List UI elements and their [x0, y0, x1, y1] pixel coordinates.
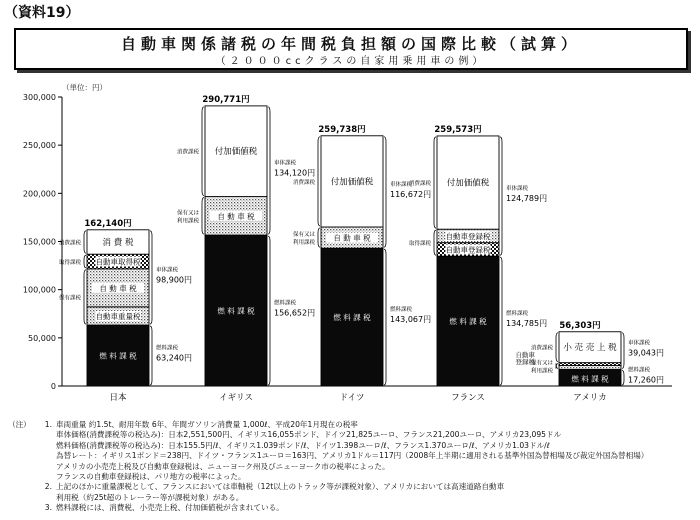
- note-number: [34, 472, 56, 482]
- amount-label: 17,260円: [628, 375, 664, 385]
- bracket-label: 消費課税: [530, 345, 553, 352]
- unit-label: （単位：円）: [62, 83, 107, 92]
- y-tick-label: 0: [50, 382, 56, 391]
- amount-label: 98,900円: [156, 275, 192, 285]
- note-line: [8, 482, 696, 492]
- bracket: [84, 231, 86, 253]
- amount-label: 143,067円: [390, 315, 432, 325]
- bracket: [622, 370, 624, 385]
- note-heading: （注）: [8, 420, 31, 429]
- segment-label: 付加価値税: [330, 177, 374, 188]
- note-heading: [8, 441, 34, 451]
- bracket: [434, 230, 436, 255]
- chart-subtitle: （２０００ccクラスの自家用乗用車の例）: [215, 56, 487, 67]
- segment-label: 付加価値税: [446, 178, 490, 189]
- chart-title: 自動車関係諸税の年間税負担額の国際比較（試算）: [120, 35, 581, 53]
- bracket: [202, 107, 204, 196]
- bracket-label: 取得課税: [408, 241, 431, 248]
- bracket: [384, 137, 386, 247]
- amount-label: 63,240円: [156, 353, 192, 363]
- y-tick-label: 250,000: [22, 141, 56, 151]
- bracket: [318, 137, 320, 226]
- segment-label: 自 動 車 税: [99, 283, 137, 293]
- note-line: [8, 493, 696, 503]
- segment-label: 付加価値税: [214, 147, 258, 158]
- note-line: [8, 441, 696, 451]
- note-text: 車両重量 約1.5t、耐用年数 6年、年間ガソリン消費量 1,000ℓ、平成20年1月現在の税率: [56, 420, 358, 429]
- y-tick-label: 50,000: [28, 333, 56, 343]
- segment-label: 自動車取得税: [95, 257, 141, 267]
- bracket-label: 燃料課税: [506, 311, 529, 318]
- amount-label: 134,785円: [506, 319, 548, 329]
- bracket-label: 消費課税: [408, 181, 431, 188]
- notes: [8, 420, 696, 514]
- y-tick-label: 200,000: [22, 189, 56, 199]
- bracket: [268, 107, 270, 234]
- bracket-label: 車体課税: [506, 186, 529, 193]
- bracket: [434, 137, 436, 228]
- bracket: [384, 249, 386, 385]
- note-number: [34, 462, 56, 472]
- bracket: [268, 236, 270, 385]
- note-number: [34, 441, 56, 451]
- bracket-label: 消費課税: [58, 240, 81, 247]
- y-tick-label: 150,000: [22, 237, 56, 247]
- bracket: [556, 333, 558, 362]
- bracket-label: 車体課税: [274, 160, 297, 167]
- note-heading: [8, 482, 34, 492]
- bracket-label: 車体課税: [156, 267, 179, 274]
- note-line: [8, 472, 696, 482]
- bracket-label: 保有又は: [292, 232, 315, 239]
- note-number: [34, 451, 56, 461]
- note-number: 2.: [44, 482, 52, 492]
- note-text: 上記のほかに重量課税として、フランスにおいては車軸税（12t以上のトラック等が課税対象）、アメリカにおいては高速道路自動車: [56, 482, 505, 492]
- bracket-label: 保有課税: [58, 295, 81, 302]
- note-line: [8, 462, 696, 472]
- bracket: [202, 198, 204, 235]
- category-label: イギリス: [219, 393, 253, 403]
- segment-label: 自 動 車 税: [333, 233, 371, 243]
- category-label: アメリカ: [573, 393, 607, 403]
- segment-label: 自動車登録税: [445, 231, 491, 241]
- note-text: フランスの自動車登録税は、パリ地方の税率によった。: [56, 472, 246, 482]
- bracket-label: 保有又は: [176, 210, 199, 217]
- bar-total-label: 259,738円: [318, 124, 366, 135]
- note-heading: [8, 462, 34, 472]
- bar-segment: [559, 366, 621, 370]
- note-number: [34, 430, 56, 440]
- y-tick-label: 100,000: [22, 285, 56, 295]
- bracket-label: 保有又は: [530, 360, 553, 367]
- note-number: 1.: [44, 420, 52, 429]
- side-label: 自動車: [515, 351, 535, 360]
- note-heading: [8, 451, 34, 461]
- bracket-label: 車体課税: [628, 340, 651, 347]
- note-line: [8, 503, 696, 513]
- y-tick-label: 300,000: [22, 93, 56, 102]
- bracket-label: 利用課税: [176, 218, 199, 225]
- bracket: [84, 255, 86, 268]
- bracket-label: 燃料課税: [628, 367, 651, 374]
- bracket: [500, 257, 502, 385]
- segment-label: 燃 料 課 税: [99, 351, 137, 361]
- bar-total-label: 56,303円: [559, 320, 601, 331]
- note-heading: [8, 493, 34, 503]
- bracket: [150, 231, 152, 324]
- bracket: [150, 326, 152, 385]
- segment-label: 燃 料 課 税: [571, 374, 609, 384]
- amount-label: 116,672円: [390, 189, 432, 199]
- note-text: 燃料課税には、消費税、小売売上税、付加価値税が含まれている。: [56, 503, 284, 513]
- amount-label: 124,789円: [506, 194, 548, 204]
- bracket-label: 消費課税: [292, 179, 315, 186]
- side-label: 登録税: [515, 357, 535, 366]
- bar-total-label: 290,771円: [202, 94, 250, 105]
- note-heading: [8, 472, 34, 482]
- bracket-label: 燃料課税: [390, 307, 413, 314]
- segment-label: 消 費 税: [102, 237, 134, 248]
- bar-total-label: 162,140円: [84, 218, 132, 229]
- note-line: [8, 420, 696, 430]
- note-number: 3.: [44, 503, 52, 513]
- amount-label: 156,652円: [274, 308, 316, 318]
- bracket: [500, 137, 502, 255]
- bracket-label: 燃料課税: [274, 300, 297, 307]
- amount-label: 39,043円: [628, 348, 664, 358]
- segment-label: 自 動 車 税: [217, 211, 255, 221]
- category-label: 日本: [109, 393, 127, 403]
- segment-label: 小 売 売 上 税: [563, 343, 617, 354]
- segment-label: 自動車登録税: [445, 245, 491, 255]
- segment-label: 燃 料 課 税: [449, 317, 487, 327]
- bracket-label: 燃料課税: [156, 345, 179, 352]
- bracket: [556, 363, 558, 368]
- bracket-label: 車体課税: [390, 181, 413, 188]
- bracket-label: 利用課税: [530, 368, 553, 375]
- bracket: [622, 333, 624, 369]
- category-label: フランス: [451, 393, 485, 403]
- note-text: 車体価格(消費課税等の税込み)：日本2,551,500円、イギリス16,055ポンド、ドイツ21,825ユーロ、フランス21,200ユーロ、アメリカ23,095ドル: [56, 430, 562, 440]
- note-line: [8, 430, 696, 440]
- segment-label: 燃 料 課 税: [333, 313, 371, 323]
- note-text: 利用税（約25t超のトレーラー等が課税対象）がある。: [56, 492, 244, 502]
- note-heading: [8, 503, 34, 513]
- note-line: [8, 451, 696, 461]
- note-number: [34, 493, 56, 503]
- category-label: ドイツ: [339, 393, 365, 403]
- bar-total-label: 259,573円: [434, 124, 482, 135]
- bracket-label: 取得課税: [58, 259, 81, 266]
- title-box: [14, 28, 688, 70]
- bracket: [84, 270, 86, 324]
- segment-label: 自動車重量税: [95, 311, 141, 321]
- document-label: （資料19）: [4, 5, 80, 21]
- bracket-label: 利用課税: [292, 240, 315, 247]
- amount-label: 134,120円: [274, 168, 316, 178]
- stacked-bar-chart: [0, 70, 700, 415]
- note-heading: [8, 430, 34, 440]
- segment-label: 燃 料 課 税: [217, 306, 255, 316]
- bracket: [318, 228, 320, 247]
- note-text: アメリカの小売売上税及び自動車登録税は、ニューヨーク州及びニューヨーク市の税率によった。: [56, 461, 390, 471]
- bracket-label: 消費課税: [176, 149, 199, 156]
- note-text: 為替レート：イギリス1ポンド＝238円、ドイツ・フランス1ユーロ＝163円、アメリカ1ドル＝117円（2008年上半期に適用される基準外国為替相場及び裁定外国為替相場）: [56, 451, 649, 461]
- note-text: 燃料価格(消費課税等の税込み)：日本155.5円/ℓ、イギリス1.039ポンド/ℓ、ドイツ1.398ユーロ/ℓ、フランス1.370ユーロ/ℓ、アメリカ1.03ドル/ℓ: [56, 440, 550, 450]
